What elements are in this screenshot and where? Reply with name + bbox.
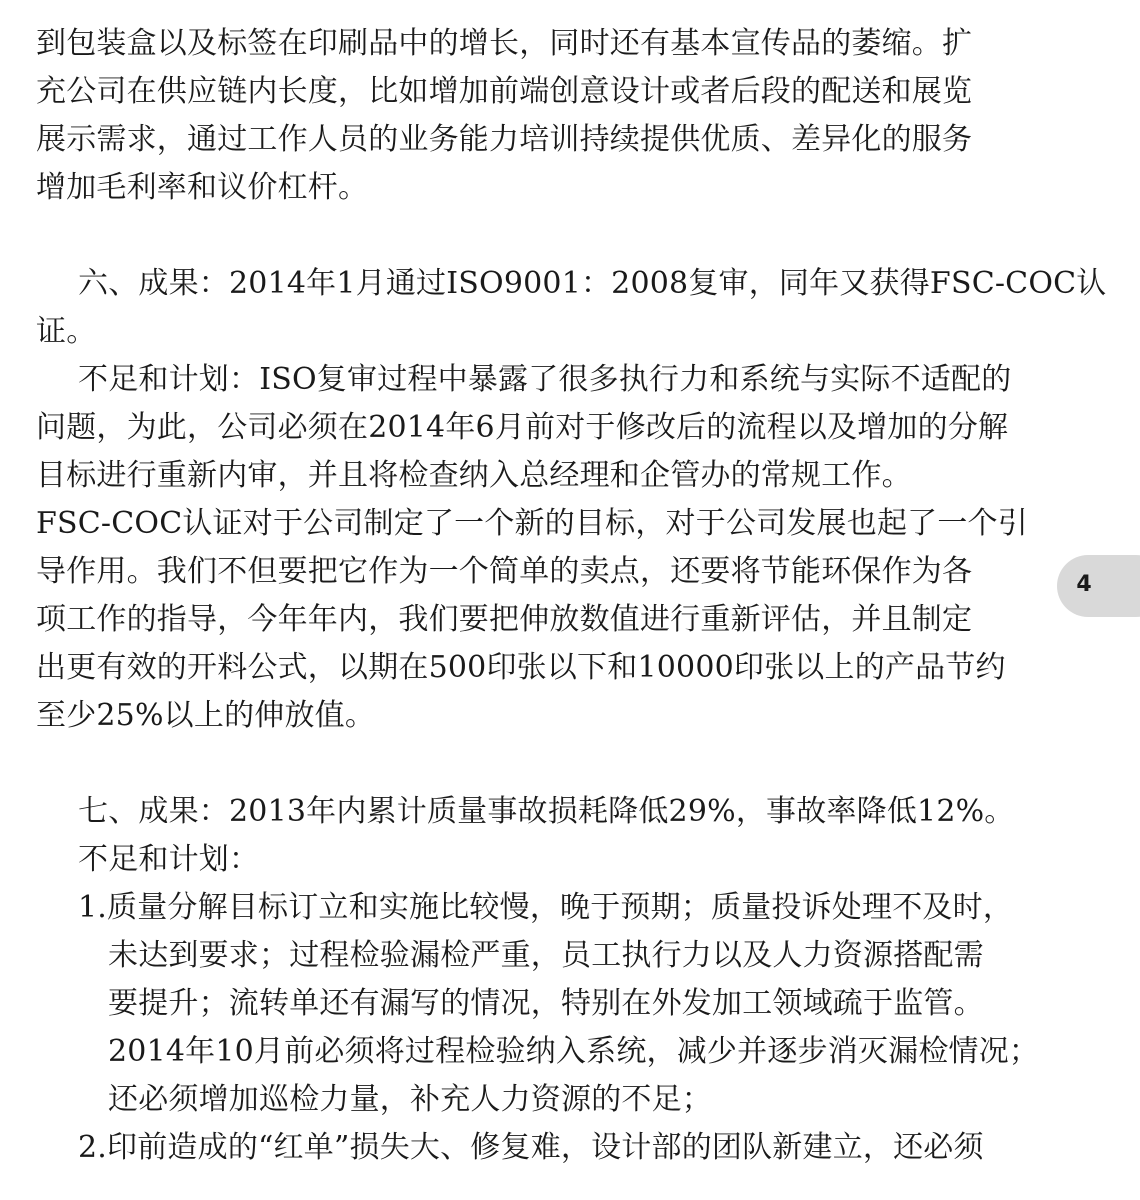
list-item: 1.质量分解目标订立和实施比较慢，晚于预期；质量投诉处理不及时， [78,890,1014,925]
text-line: 到包装盒以及标签在印刷品中的增长，同时还有基本宣传品的萎缩。扩 [36,26,973,61]
text-line: 未达到要求；过程检验漏检严重，员工执行力以及人力资源搭配需 [108,938,984,973]
text-line: 2014年10月前必须将过程检验纳入系统，减少并逐步消灭漏检情况； [108,1034,1040,1069]
text-line: 导作用。我们不但要把它作为一个简单的卖点，还要将节能环保作为各 [36,554,973,589]
text-line: 充公司在供应链内长度，比如增加前端创意设计或者后段的配送和展览 [36,74,973,109]
list-item: 2.印前造成的“红单”损失大、修复难，设计部的团队新建立，还必须 [78,1130,984,1165]
section-heading: 七、成果：2013年内累计质量事故损耗降低29%，事故率降低12%。 [78,794,1015,829]
text-line: 出更有效的开料公式，以期在500印张以下和10000印张以上的产品节约 [36,650,1006,685]
text-line: 不足和计划： [78,842,260,877]
text-line: FSC-COC认证对于公司制定了一个新的目标，对于公司发展也起了一个引 [36,506,1028,541]
text-line: 目标进行重新内审，并且将检查纳入总经理和企管办的常规工作。 [36,458,912,493]
text-line: 至少25%以上的伸放值。 [36,698,376,733]
text-line: 证。 [36,314,97,349]
page-number-tab [1057,555,1140,617]
text-line: 要提升；流转单还有漏写的情况，特别在外发加工领域疏于监管。 [108,986,984,1021]
text-line: 不足和计划：ISO复审过程中暴露了很多执行力和系统与实际不适配的 [78,362,1012,397]
section-heading: 六、成果：2014年1月通过ISO9001：2008复审，同年又获得FSC-COC认 [78,266,1107,301]
text-line: 增加毛利率和议价杠杆。 [36,170,369,205]
page-number: 4 [1076,572,1092,597]
text-line: 展示需求，通过工作人员的业务能力培训持续提供优质、差异化的服务 [36,122,973,157]
text-line: 项工作的指导，今年年内，我们要把伸放数值进行重新评估，并且制定 [36,602,973,637]
text-line: 还必须增加巡检力量，补充人力资源的不足； [108,1082,712,1117]
text-line: 问题，为此，公司必须在2014年6月前对于修改后的流程以及增加的分解 [36,410,1009,445]
